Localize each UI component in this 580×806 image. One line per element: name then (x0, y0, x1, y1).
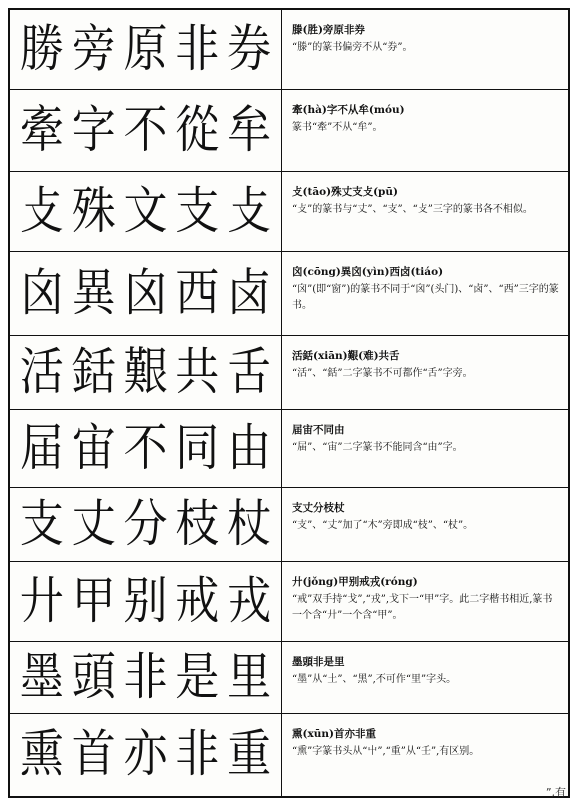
seal-glyph: 非 (175, 19, 220, 79)
table-row (10, 410, 568, 488)
seal-glyph: 不 (123, 100, 168, 160)
row-description: “戒”双手持“戈”,“戎”,戈下一“甲”字。此二字楷书相近,篆书一个含“廾”一个含“甲”。 (292, 594, 553, 621)
seal-glyph: 杖 (227, 494, 272, 554)
seal-glyph: 銛 (71, 342, 116, 402)
table-row (10, 336, 568, 410)
seal-glyph: 西 (175, 263, 220, 323)
seal-glyph-group (10, 642, 282, 713)
seal-glyph: 異 (71, 263, 116, 323)
row-text (282, 10, 568, 89)
seal-glyph: 别 (123, 571, 168, 631)
seal-glyph: 是 (175, 647, 220, 707)
seal-glyph-group (10, 714, 282, 796)
row-description: “活”、“銛”二字篆书不可都作“舌”字旁。 (292, 368, 473, 380)
table-row (10, 172, 568, 252)
row-text (282, 410, 568, 487)
row-text (282, 172, 568, 251)
row-description: “攴”的篆书与“丈”、“支”、“攴”三字的篆书各不相似。 (292, 204, 533, 216)
row-title: 届宙不同由 (292, 424, 345, 436)
seal-glyph: 券 (227, 19, 272, 79)
seal-glyph-group (10, 336, 282, 409)
seal-glyph: 里 (227, 647, 272, 707)
seal-glyph: 字 (71, 100, 116, 160)
seal-glyph: 共 (175, 342, 220, 402)
seal-glyph: 攴 (227, 181, 272, 241)
row-title: 墨頭非是里 (292, 656, 345, 668)
seal-glyph: 甲 (71, 571, 116, 631)
seal-glyph: 活 (19, 342, 64, 402)
seal-glyph: 支 (175, 181, 220, 241)
row-text (282, 642, 568, 713)
seal-glyph: 廾 (19, 571, 64, 631)
table-row (10, 90, 568, 172)
row-title: 牽(hà)字不从牟(móu) (292, 104, 405, 116)
seal-glyph: 墨 (19, 647, 64, 707)
seal-glyph: 非 (123, 647, 168, 707)
seal-glyph: 囟 (123, 263, 168, 323)
row-title: 活銛(xiān)艱(难)共舌 (292, 350, 400, 362)
row-text (282, 562, 568, 641)
seal-glyph: 宙 (71, 418, 116, 478)
row-title: 滕(胜)旁原非券 (292, 24, 365, 36)
seal-glyph-group (10, 410, 282, 487)
table-row (10, 252, 568, 336)
row-description: “囟”(即“窗”)的篆书不同于“囟”(头门)、“卤”、“西”三字的篆书。 (292, 284, 559, 311)
row-description: “熏”字篆书头从“屮”,“重”从“壬”,有区别。 (292, 746, 480, 758)
seal-glyph: 分 (123, 494, 168, 554)
seal-glyph: 亦 (123, 725, 168, 784)
seal-glyph: 丈 (71, 494, 116, 554)
row-title: 廾(jǒng)甲别戒戎(róng) (292, 576, 418, 588)
seal-glyph: 不 (123, 418, 168, 478)
seal-glyph: 由 (227, 418, 272, 478)
seal-glyph: 支 (19, 494, 64, 554)
table-row (10, 642, 568, 714)
seal-glyph: 枝 (175, 494, 220, 554)
seal-glyph: 從 (175, 100, 220, 160)
seal-glyph: 同 (175, 418, 220, 478)
row-title: 囟(cōng)異囟(yìn)西卤(tiáo) (292, 266, 444, 278)
seal-glyph: 熏 (19, 725, 64, 784)
seal-glyph: 牟 (227, 100, 272, 160)
corner-note: ”,有 (545, 786, 566, 799)
table-row (10, 488, 568, 562)
row-description: “支”、“丈”加了“木”旁即成“枝”、“杖”。 (292, 520, 474, 532)
table-row (10, 562, 568, 642)
table-row (10, 10, 568, 90)
seal-glyph: 重 (227, 725, 272, 784)
seal-glyph: 艱 (123, 342, 168, 402)
seal-glyph: 攴 (19, 181, 64, 241)
seal-glyph: 戎 (227, 571, 272, 631)
seal-glyph: 届 (19, 418, 64, 478)
seal-glyph-group (10, 562, 282, 641)
seal-glyph: 囟 (19, 263, 64, 323)
seal-glyph: 原 (123, 19, 168, 79)
table-row (10, 714, 568, 796)
row-title: 熏(xūn)首亦非重 (292, 728, 376, 740)
seal-glyph: 旁 (71, 19, 116, 79)
row-description: “墨”从“土”、“黑”,不可作“里”字头。 (292, 674, 457, 686)
seal-glyph: 首 (71, 725, 116, 784)
row-text (282, 90, 568, 171)
row-title: 攴(tāo)殊丈支攴(pū) (292, 186, 399, 198)
seal-glyph: 頭 (71, 647, 116, 707)
seal-glyph-group (10, 10, 282, 89)
row-text (282, 252, 568, 335)
seal-glyph-group (10, 488, 282, 561)
row-text (282, 336, 568, 409)
seal-glyph: 殊 (71, 181, 116, 241)
row-text (282, 714, 568, 796)
seal-glyph: 牽 (19, 100, 64, 160)
seal-glyph-group (10, 90, 282, 171)
row-title: 支丈分枝杖 (292, 502, 345, 514)
table-page (8, 8, 570, 798)
row-description: 篆书“牽”不从“牟”。 (292, 122, 383, 134)
seal-glyph: 戒 (175, 571, 220, 631)
seal-glyph: 勝 (19, 19, 64, 79)
seal-glyph: 非 (175, 725, 220, 784)
row-description: “滕”的篆书偏旁不从“券”。 (292, 42, 413, 54)
seal-glyph-group (10, 252, 282, 335)
row-text (282, 488, 568, 561)
seal-glyph: 舌 (227, 342, 272, 402)
seal-glyph-group (10, 172, 282, 251)
seal-glyph: 卤 (227, 263, 272, 323)
seal-glyph: 文 (123, 181, 168, 241)
row-description: “届”、“宙”二字篆书不能同含“由”字。 (292, 442, 463, 454)
